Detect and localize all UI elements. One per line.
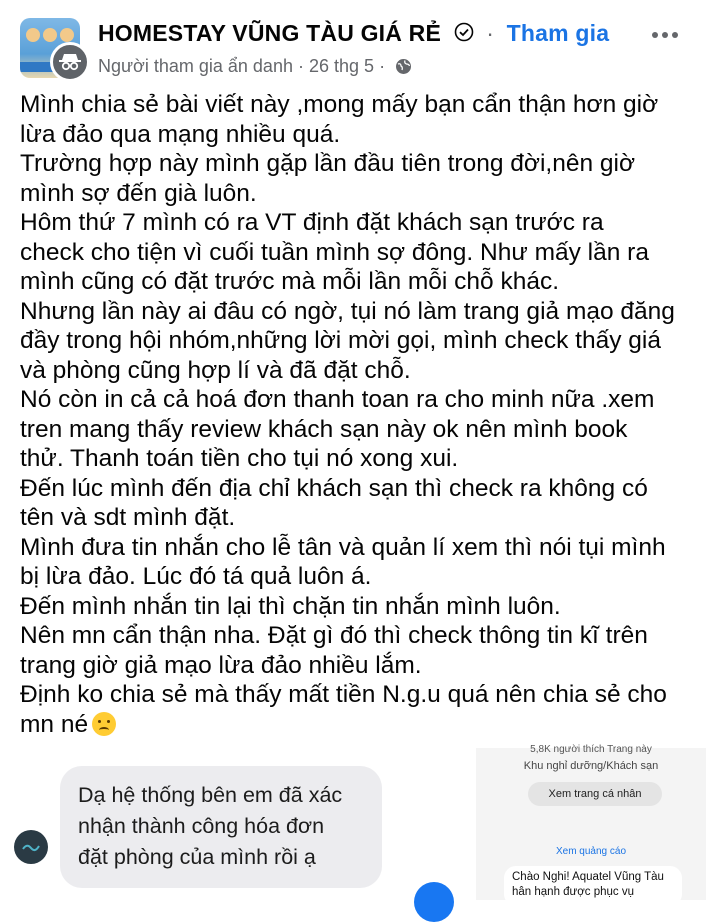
page-category: Khu nghỉ dưỡng/Khách sạn — [523, 760, 659, 772]
post-line: Định ko chia sẻ mà thấy mất tiền N.g.u quá nên chia sẻ cho — [20, 681, 667, 708]
post-line: Trường hợp này mình gặp lần đầu tiên trong đời,nên giờ — [20, 150, 636, 177]
hotel-avatar — [14, 830, 48, 864]
post-line: lừa đảo qua mạng nhiều quá. — [20, 120, 341, 148]
post-line: check cho tiện vì cuối tuần mình sợ đông. Như mấy lần ra — [20, 238, 649, 266]
post-header — [0, 0, 706, 82]
avatar-figure — [60, 28, 74, 42]
post-line: tên và sdt mình đặt. — [20, 504, 236, 531]
post-last-line — [20, 710, 690, 740]
join-button[interactable]: Tham gia — [506, 20, 610, 46]
author-name[interactable]: Người tham gia ẩn danh — [98, 56, 293, 76]
post-line: Nó còn in cả cả hoá đơn thanh toan ra cho minh nữa .xem — [20, 386, 655, 413]
post-line: mình cũng có đặt trước mà mỗi lần mỗi chỗ khác. — [20, 268, 560, 295]
bubble-line: đặt phòng của mình rồi ạ — [78, 845, 316, 869]
chat-bubble-text — [78, 780, 342, 873]
post-line: Nên mn cẩn thận nha. Đặt gì đó thì check thông tin kĩ trên — [20, 622, 648, 649]
group-title[interactable] — [98, 20, 609, 48]
verified-check-icon — [454, 21, 474, 48]
group-name[interactable]: HOMESTAY VŨNG TÀU GIÁ RẺ — [98, 20, 442, 46]
blue-circle-button[interactable] — [414, 882, 454, 922]
post-line: tren mang thấy review khách sạn này ok nên mình book — [20, 415, 628, 443]
view-profile-button[interactable]: Xem trang cá nhân — [528, 782, 662, 806]
more-dots-icon[interactable] — [652, 32, 678, 38]
page-likes: 5,8K người thích Trang này — [530, 744, 652, 755]
post-line: Nhưng lần này ai đâu có ngờ, tụi nó làm trang giả mạo đăng — [20, 297, 675, 325]
post-line: Đến lúc mình đến địa chỉ khách sạn thì check ra không có — [20, 474, 648, 502]
post-line: trang giờ giả mạo lừa đảo nhiều lắm. — [20, 651, 422, 679]
post-meta — [98, 56, 412, 80]
globe-icon — [395, 58, 412, 80]
group-avatar-wrap[interactable] — [20, 18, 80, 78]
post-line: Mình đưa tin nhắn cho lễ tân và quản lí xem thì nói tụi mình — [20, 533, 666, 561]
avatar-figure — [43, 28, 57, 42]
anonymous-icon — [50, 42, 90, 82]
bubble-line: Dạ hệ thống bên em đã xác — [78, 783, 343, 807]
post-line: mình sợ đến già luôn. — [20, 179, 257, 207]
chat-bubble — [60, 766, 382, 888]
post-date[interactable]: 26 thg 5 — [309, 56, 375, 76]
post-line: và phòng cũng hợp lí và đã đặt chỗ. — [20, 356, 411, 384]
post-line: thử. Thanh toán tiền cho tụi nó xong xui. — [20, 445, 459, 472]
greeting-message: Chào Nghi! Aquatel Vũng Tàu hân hạnh được phục vụ — [504, 866, 682, 906]
post-text — [20, 90, 690, 739]
post-line: mn né — [20, 710, 89, 738]
post-images[interactable] — [0, 744, 706, 900]
post-line: Hôm thứ 7 mình có ra VT định đặt khách sạn trước ra — [20, 209, 604, 236]
post-line: bị lừa đảo. Lúc đó tá quả luôn á. — [20, 563, 372, 590]
page-screenshot[interactable] — [476, 744, 706, 900]
bubble-line: nhận thành công hóa đơn — [78, 814, 325, 838]
view-ad-link[interactable]: Xem quảng cáo — [555, 846, 627, 857]
separator-dot: · — [486, 20, 495, 46]
meta-separator: · — [297, 56, 304, 76]
avatar-figure — [26, 28, 40, 42]
post-line: Đến mình nhắn tin lại thì chặn tin nhắn mình luôn. — [20, 592, 561, 620]
chat-screenshot[interactable] — [0, 748, 466, 900]
post-line: đầy trong hội nhóm,những lời mời gọi, mình check thấy giá — [20, 327, 661, 354]
image-divider — [466, 748, 476, 900]
crying-face-icon — [92, 712, 116, 736]
meta-separator: · — [379, 56, 386, 76]
post-line: Mình chia sẻ bài viết này ,mong mấy bạn cẩn thận hơn giờ — [20, 91, 659, 118]
